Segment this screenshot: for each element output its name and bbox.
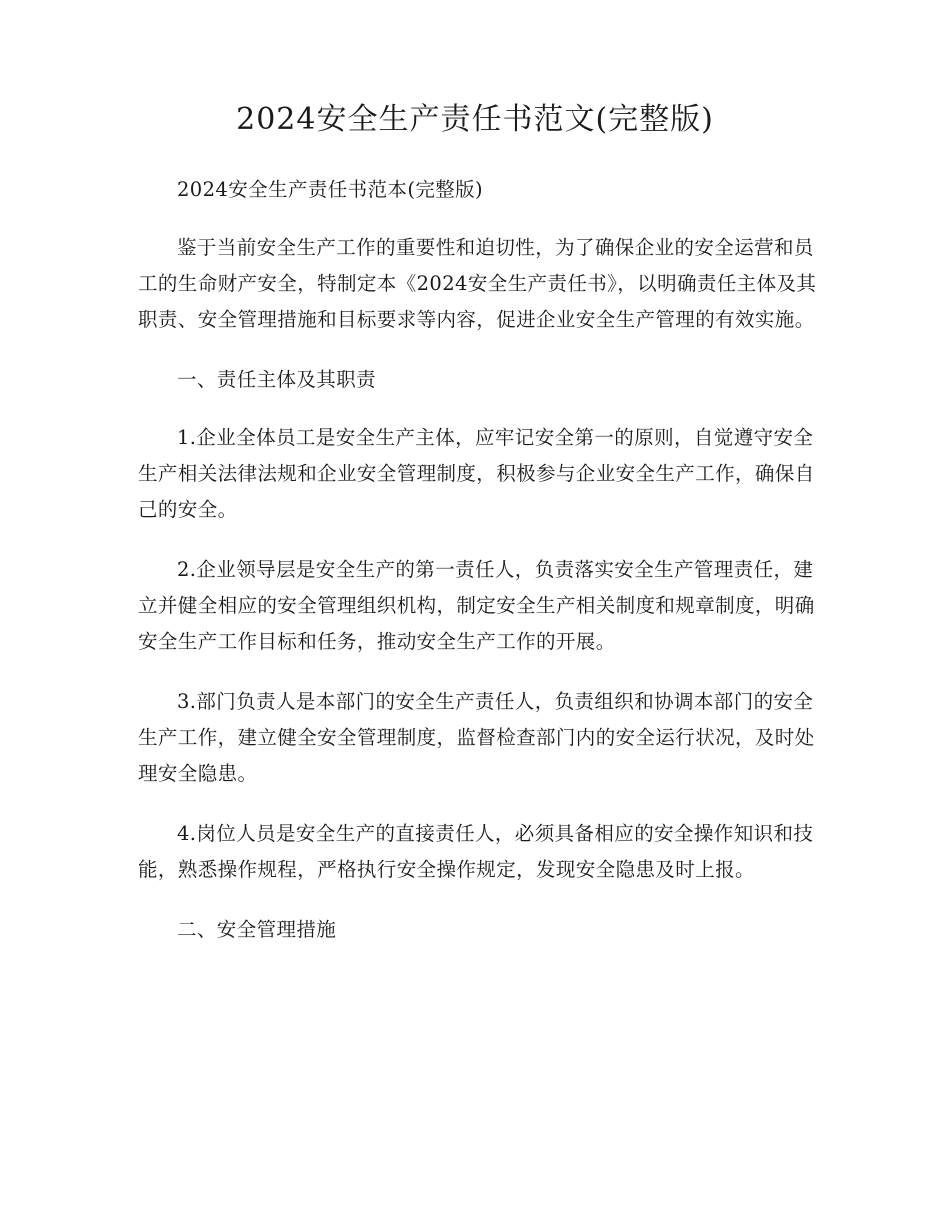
section-heading-1: 一、责任主体及其职责 (177, 368, 377, 391)
document-subtitle: 2024安全生产责任书范本(完整版) (177, 178, 484, 201)
duty-paragraph-4: 4.岗位人员是安全生产的直接责任人，必须具备相应的安全操作知识和技能，熟悉操作规程，严格执行安全操作规定，发现安全隐患及时上报。 (138, 822, 814, 881)
document-title: 2024安全生产责任书范文(完整版) (236, 102, 714, 137)
intro-paragraph: 鉴于当前安全生产工作的重要性和迫切性，为了确保企业的安全运营和员工的生命财产安全，特制定本《2024安全生产责任书》，以明确责任主体及其职责、安全管理措施和目标要求等内容，促进企业安全生产管理的有效实施。 (138, 236, 817, 331)
document-body (138, 172, 828, 970)
duty-paragraph-2: 2.企业领导层是安全生产的第一责任人，负责落实安全生产管理责任，建立并健全相应的安全管理组织机构，制定安全生产相关制度和规章制度，明确安全生产工作目标和任务，推动安全生产工作的开展。 (138, 558, 815, 653)
section-heading-2: 二、安全管理措施 (177, 918, 337, 941)
duty-paragraph-3: 3.部门负责人是本部门的安全生产责任人，负责组织和协调本部门的安全生产工作，建立健全安全管理制度，监督检查部门内的安全运行状况，及时处理安全隐患。 (138, 690, 815, 785)
duty-paragraph-1: 1.企业全体员工是安全生产主体，应牢记安全第一的原则，自觉遵守安全生产相关法律法规和企业安全管理制度，积极参与企业安全生产工作，确保自己的安全。 (138, 426, 815, 521)
